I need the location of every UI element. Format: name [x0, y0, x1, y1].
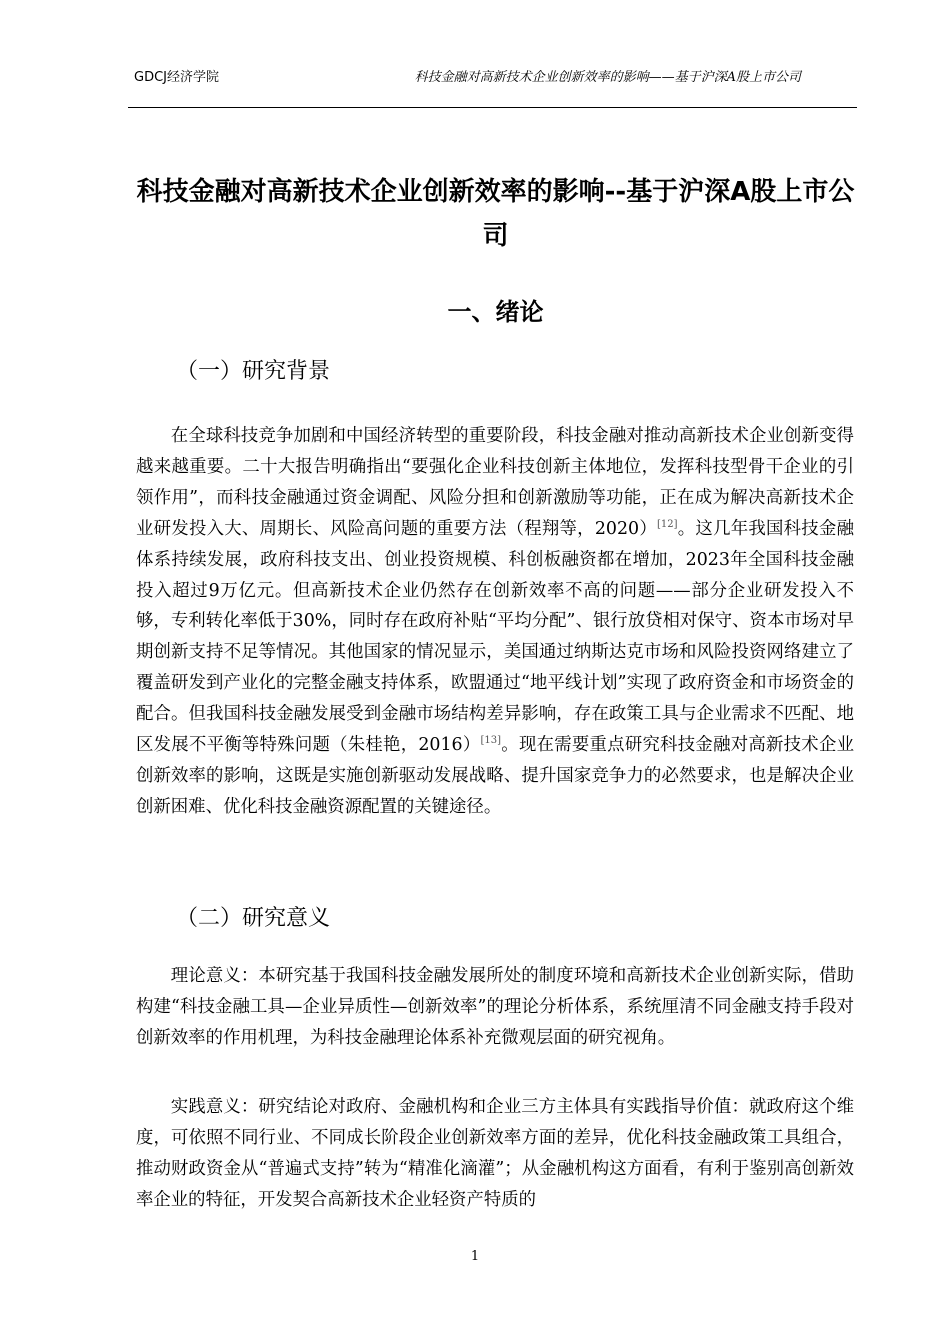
- background-text-part2: 。这几年我国科技金融体系持续发展，政府科技支出、创业投资规模、科创板融资都在增加，2023年全国科技金融投入超过9万亿元。但高新技术企业仍然存在创新效率不高的问题——部分企业研发投入不够，专利转化率低于30%，同时存在政府补贴“平均分配”、银行放贷相对保守、资本市场对早期创新支持不足等情况。其他国家的情况显示，美国通过纳斯达克市场和风险投资网络建立了覆盖研发到产业化的完整金融支持体系，欧盟通过“地平线计划”实现了政府资金和市场资金的配合。但我国科技金融发展受到金融市场结构差异影响，存在政策工具与企业需求不匹配、地区发展不平衡等特殊问题（朱桂艳，2016）: [136, 518, 854, 756]
- practical-significance-paragraph: 实践意义：研究结论对政府、金融机构和企业三方主体具有实践指导价值：就政府这个维度，可依照不同行业、不同成长阶段企业创新效率方面的差异，优化科技金融政策工具组合，推动财政资金从“普遍式支持”转为“精准化滴灌”；从金融机构这方面看，有利于鉴别高创新效率企业的特征，开发契合高新技术企业轻资产特质的: [136, 1097, 854, 1210]
- background-text-part3: 。现在需要重点研究科技金融对高新技术企业创新效率的影响，这既是实施创新驱动发展战略、提升国家竞争力的必然要求，也是解决企业创新困难、优化科技金融资源配置的关键途径。: [136, 735, 854, 817]
- section-heading-introduction: 一、绪论: [447, 298, 544, 326]
- background-text-part1: 在全球科技竞争加剧和中国经济转型的重要阶段，科技金融对推动高新技术企业创新变得越来越重要。二十大报告明确指出“要强化企业科技创新主体地位，发挥科技型骨干企业的引领作用”，而科技金融通过资金调配、风险分担和创新激励等功能，正在成为解决高新技术企业研发投入大、周期长、风险高问题的重要方法（程翔等，2020）: [136, 426, 854, 539]
- background-paragraph: [136, 421, 854, 823]
- header-institution: GDCJ经济学院: [134, 70, 219, 85]
- page-header: [134, 68, 857, 98]
- theoretical-significance-paragraph: 理论意义：本研究基于我国科技金融发展所处的制度环境和高新技术企业创新实际，借助构建“科技金融工具—企业异质性—创新效率”的理论分析体系，系统厘清不同金融支持手段对创新效率的作用机理，为科技金融理论体系补充微观层面的研究视角。: [136, 966, 854, 1048]
- subsection-heading-background: （一）研究背景: [176, 359, 331, 384]
- citation-13: [13]: [480, 735, 502, 747]
- header-running-title: 科技金融对高新技术企业创新效率的影响——基于沪深A股上市公司: [414, 70, 801, 85]
- citation-12: [12]: [656, 518, 678, 530]
- paper-title: 科技金融对高新技术企业创新效率的影响--基于沪深A股上市公司: [136, 177, 855, 251]
- subsection-heading-significance: （二）研究意义: [176, 906, 331, 931]
- header-divider: [128, 107, 857, 108]
- page-number: 1: [470, 1249, 480, 1264]
